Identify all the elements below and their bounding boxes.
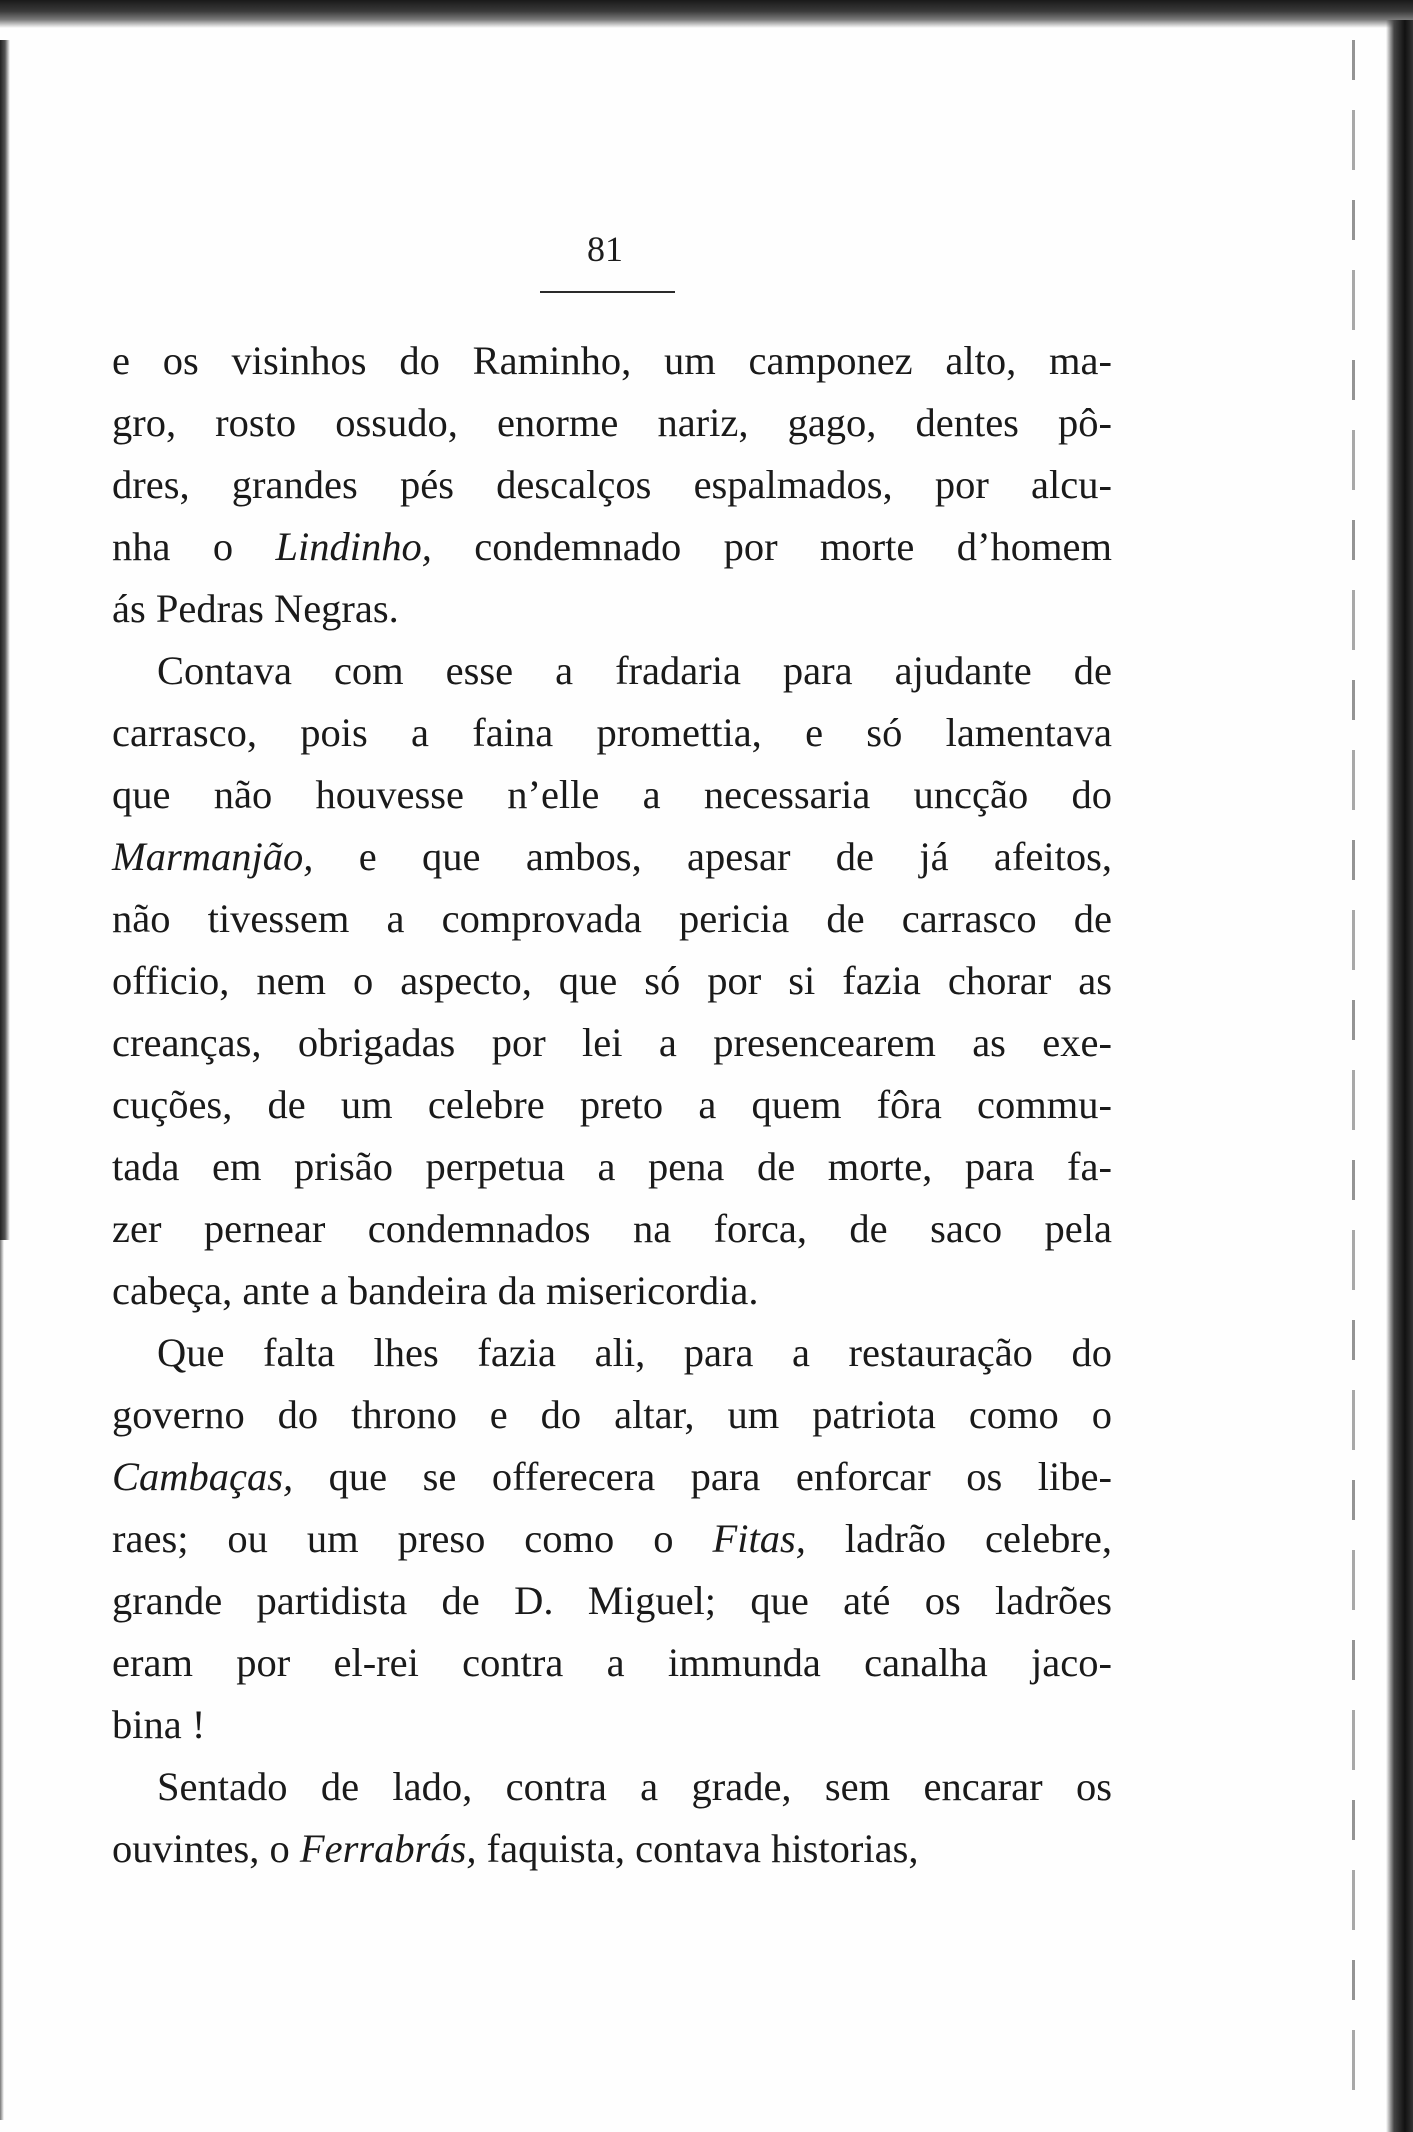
scan-edge-right — [1386, 20, 1413, 2132]
scan-edge-top — [0, 0, 1413, 28]
text-line — [112, 1012, 1112, 1074]
italic-name: Ferrabrás, — [299, 1826, 477, 1871]
text-run: Contava com esse a fradaria para ajudante de — [157, 648, 1112, 693]
text-line — [112, 1446, 1112, 1508]
text-line — [112, 392, 1112, 454]
text-line — [112, 1756, 1112, 1818]
text-line — [112, 1818, 1112, 1880]
italic-name: Marmanjão, — [112, 834, 314, 879]
paragraph — [112, 330, 1112, 640]
text-run: nha o — [112, 524, 276, 569]
scan-edge-left-lower — [0, 1240, 4, 2120]
text-line — [112, 1694, 1112, 1756]
text-line — [112, 578, 1112, 640]
text-run: não tivessem a comprovada pericia de carrasco de — [112, 896, 1112, 941]
text-run: eram por el-rei contra a immunda canalha jaco- — [112, 1640, 1112, 1685]
text-run: que se offerecera para enforcar os libe- — [293, 1454, 1112, 1499]
text-line — [112, 1508, 1112, 1570]
text-run: carrasco, pois a faina promettia, e só lamentava — [112, 710, 1112, 755]
text-run: dres, grandes pés descalços espalmados, por alcu- — [112, 462, 1112, 507]
text-run: ladrão celebre, — [805, 1516, 1113, 1561]
text-line — [112, 1570, 1112, 1632]
paragraph — [112, 1322, 1112, 1756]
scan-gutter-marks — [1352, 40, 1355, 2120]
text-line — [112, 702, 1112, 764]
page-number: 81 — [587, 229, 623, 269]
scan-edge-left — [0, 40, 10, 1240]
page-number-rule — [540, 291, 675, 293]
text-run: creanças, obrigadas por lei a presencearem as exe- — [112, 1020, 1112, 1065]
text-line — [112, 764, 1112, 826]
paragraph — [112, 640, 1112, 1322]
text-line — [112, 1260, 1112, 1322]
text-line — [112, 1136, 1112, 1198]
text-run: ouvintes, o — [112, 1826, 300, 1871]
text-run: ás Pedras Negras. — [112, 586, 399, 631]
text-run: governo do throno e do altar, um patriota como o — [112, 1392, 1112, 1437]
text-run: officio, nem o aspecto, que só por si fazia chorar as — [112, 958, 1112, 1003]
text-run: zer pernear condemnados na forca, de saco pela — [112, 1206, 1112, 1251]
text-line — [112, 454, 1112, 516]
text-line — [112, 640, 1112, 702]
italic-name: Lindinho, — [275, 524, 432, 569]
text-line — [112, 1384, 1112, 1446]
text-run: faquista, contava historias, — [476, 1826, 919, 1871]
text-line — [112, 330, 1112, 392]
text-run: e que ambos, apesar de já afeitos, — [313, 834, 1112, 879]
body-text — [112, 330, 1112, 1880]
text-run: tada em prisão perpetua a pena de morte, para fa- — [112, 1144, 1112, 1189]
text-run: condemnado por morte d’homem — [431, 524, 1112, 569]
text-run: grande partidista de D. Miguel; que até os ladrões — [112, 1578, 1112, 1623]
text-line — [112, 1632, 1112, 1694]
text-run: raes; ou um preso como o — [112, 1516, 713, 1561]
text-run: cuções, de um celebre preto a quem fôra commu- — [112, 1082, 1112, 1127]
text-run: que não houvesse n’elle a necessaria uncção do — [112, 772, 1112, 817]
paragraph — [112, 1756, 1112, 1880]
text-run: gro, rosto ossudo, enorme nariz, gago, dentes pô- — [112, 400, 1112, 445]
text-run: Sentado de lado, contra a grade, sem encarar os — [157, 1764, 1112, 1809]
text-run: e os visinhos do Raminho, um camponez alto, ma- — [112, 338, 1112, 383]
text-run: Que falta lhes fazia ali, para a restauração do — [157, 1330, 1112, 1375]
text-line — [112, 1074, 1112, 1136]
text-line — [112, 826, 1112, 888]
italic-name: Cambaças, — [112, 1454, 294, 1499]
italic-name: Fitas, — [712, 1516, 806, 1561]
text-run: bina ! — [112, 1702, 206, 1747]
text-line — [112, 516, 1112, 578]
text-line — [112, 1198, 1112, 1260]
text-run: cabeça, ante a bandeira da misericordia. — [112, 1268, 759, 1313]
text-line — [112, 950, 1112, 1012]
text-line — [112, 1322, 1112, 1384]
text-line — [112, 888, 1112, 950]
